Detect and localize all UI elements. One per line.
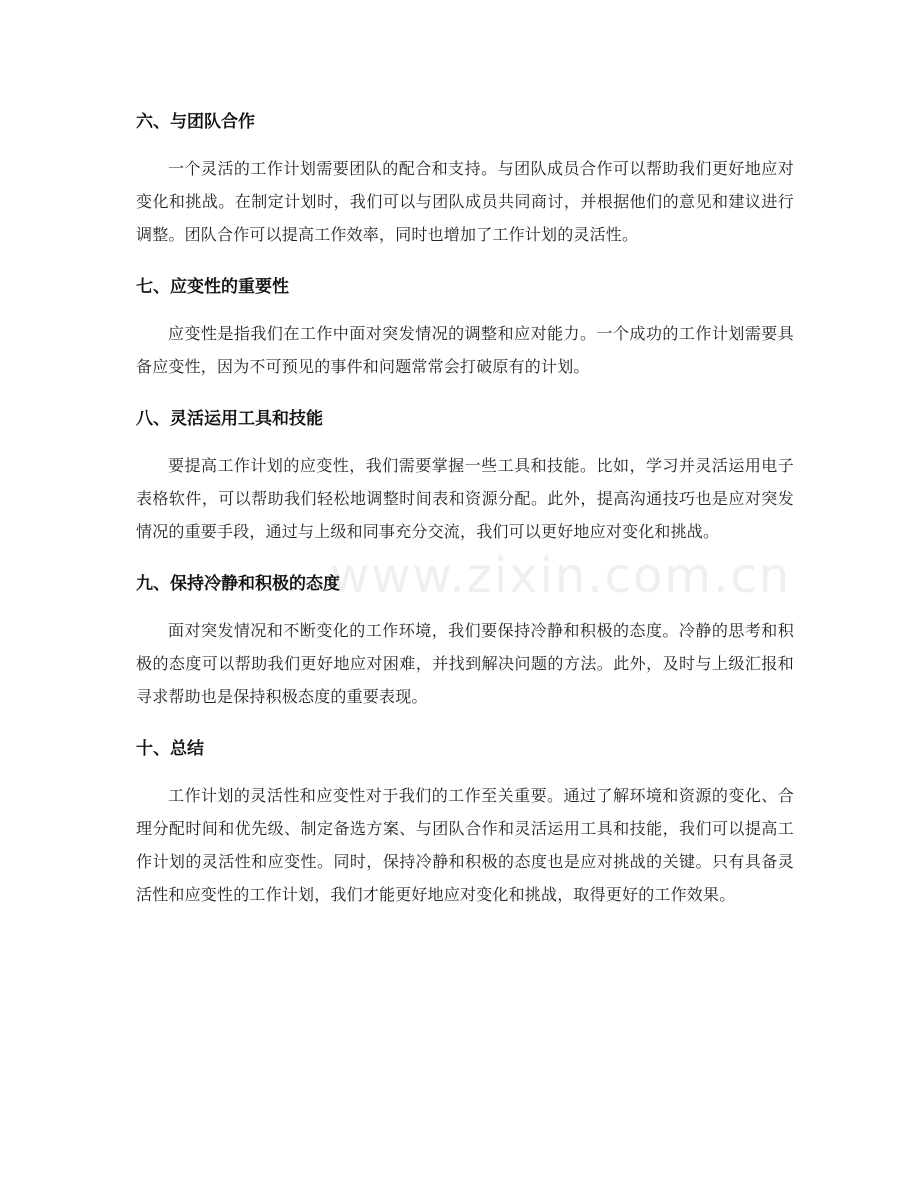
section-heading-6: 六、与团队合作 — [136, 112, 255, 132]
watermark: www.zixin.com.cn — [330, 548, 792, 604]
section-heading-8: 八、灵活运用工具和技能 — [136, 409, 323, 429]
section-body-8: 要提高工作计划的应变性，我们需要掌握一些工具和技能。比如，学习并灵活运用电子表格软件，可以帮助我们轻松地调整时间表和资源分配。此外，提高沟通技巧也是应对突发情况的重要手段，通过与上级和同事充分交流，我们可以更好地应对变化和挑战。 — [136, 456, 794, 541]
section-heading-7: 七、应变性的重要性 — [136, 277, 289, 297]
document-content — [136, 106, 794, 931]
section-heading-9: 九、保持冷静和积极的态度 — [136, 574, 340, 594]
section-body-6: 一个灵活的工作计划需要团队的配合和支持。与团队成员合作可以帮助我们更好地应对变化和挑战。在制定计划时，我们可以与团队成员共同商讨，并根据他们的意见和建议进行调整。团队合作可以提高工作效率，同时也增加了工作计划的灵活性。 — [136, 159, 794, 244]
section-body-7: 应变性是指我们在工作中面对突发情况的调整和应对能力。一个成功的工作计划需要具备应变性，因为不可预见的事件和问题常常会打破原有的计划。 — [136, 324, 794, 376]
section-body-9: 面对突发情况和不断变化的工作环境，我们要保持冷静和积极的态度。冷静的思考和积极的态度可以帮助我们更好地应对困难，并找到解决问题的方法。此外，及时与上级汇报和寻求帮助也是保持积极态度的重要表现。 — [136, 621, 794, 706]
section-heading-10: 十、总结 — [136, 739, 204, 759]
section-body-10: 工作计划的灵活性和应变性对于我们的工作至关重要。通过了解环境和资源的变化、合理分配时间和优先级、制定备选方案、与团队合作和灵活运用工具和技能，我们可以提高工作计划的灵活性和应变性。同时，保持冷静和积极的态度也是应对挑战的关键。只有具备灵活性和应变性的工作计划，我们才能更好地应对变化和挑战，取得更好的工作效果。 — [136, 786, 794, 904]
